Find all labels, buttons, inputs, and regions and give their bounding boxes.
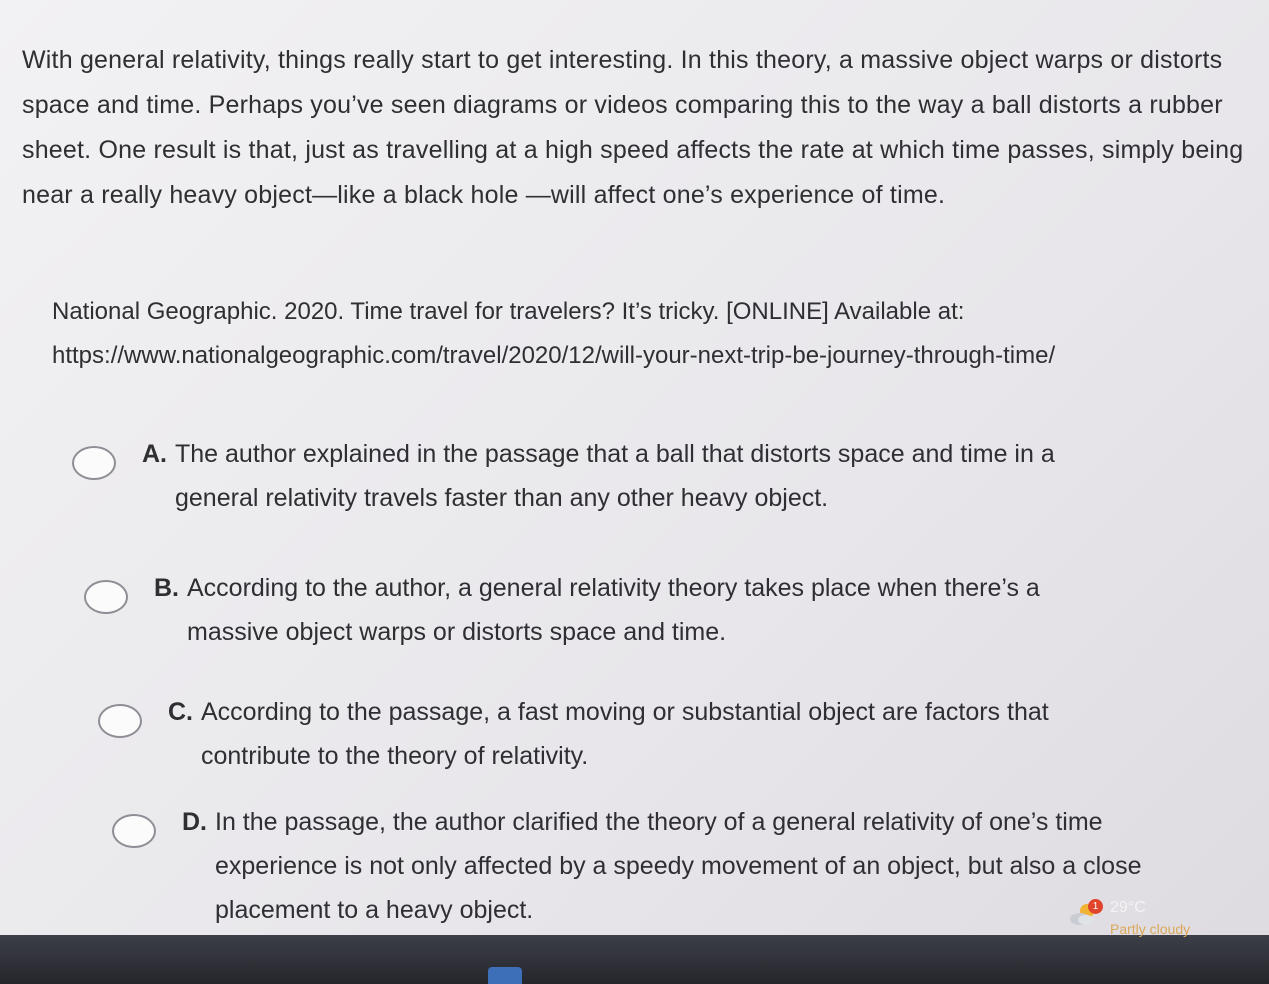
word-app-icon[interactable] [488,967,522,984]
radio-button-b[interactable] [84,580,128,614]
option-text-b: According to the author, a general relativity theory takes place when there’s a massive object warps or distorts space and time. [187,574,1040,646]
answer-option-d[interactable] [112,800,1175,932]
radio-button-a[interactable] [72,446,116,480]
option-letter-c: C. [168,698,193,726]
option-letter-a: A. [142,440,167,468]
radio-button-c[interactable] [98,704,142,738]
passage-text: With general relativity, things really start to get interesting. In this theory, a massive object warps or distorts space and time. Perhaps you’ve seen diagrams or videos comparing this to the way a ball distorts a rubber sheet. One result is that, just as travelling at a high speed affects the rate at which time passes, simply being near a really heavy object—like a black hole —will affect one’s experience of time. [22,46,1244,209]
radio-button-d[interactable] [112,814,156,848]
option-text-d: In the passage, the author clarified the theory of a general relativity of one’s time experience is not only affected by a speedy movement of an object, but also a close placement to a heavy object. [215,808,1142,924]
answer-option-c[interactable] [98,690,1151,778]
option-letter-d: D. [182,808,207,836]
weather-widget[interactable] [1064,893,1254,943]
answer-option-b[interactable] [84,566,1137,654]
answer-option-a[interactable] [72,432,1125,520]
notification-badge: 1 [1088,899,1103,914]
citation-source: National Geographic. 2020. Time travel for travelers? It’s tricky. [ONLINE] Available at: [52,298,965,325]
citation-url: https://www.nationalgeographic.com/travel/2020/12/will-your-next-trip-be-journey-through-time/ [52,342,1056,369]
citation [52,290,1252,378]
option-text-a: The author explained in the passage that a ball that distorts space and time in a general relativity travels faster than any other heavy object. [175,440,1055,512]
weather-temperature: 29°C [1110,899,1146,916]
weather-condition: Partly cloudy [1110,921,1191,937]
option-text-c: According to the passage, a fast moving or substantial object are factors that contribute to the theory of relativity. [201,698,1049,770]
option-letter-b: B. [154,574,179,602]
